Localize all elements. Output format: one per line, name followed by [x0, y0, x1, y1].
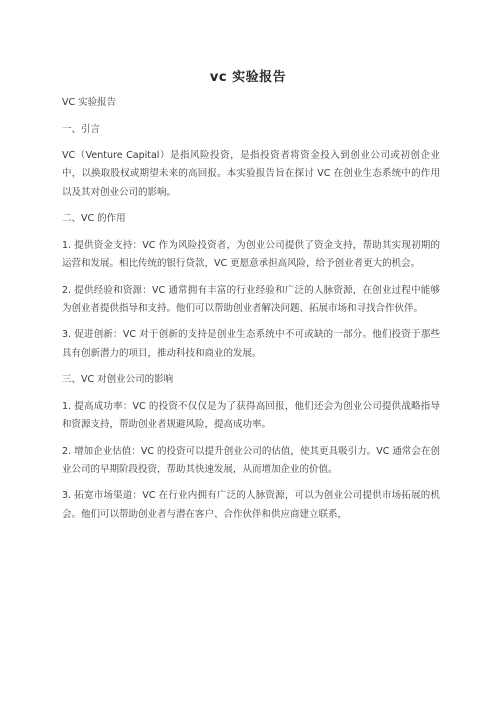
section-heading-vc-impact: 三、VC 对创业公司的影响 — [62, 374, 174, 386]
role-item-funding: 1. 提供资金支持：VC 作为风险投资者，为创业公司提供了资金支持，帮助其实现初期的运营和发展。相比传统的银行贷款，VC 更愿意承担高风险，给予创业者更大的机会。 — [62, 239, 440, 269]
subtitle-line: VC 实验报告 — [62, 97, 117, 108]
impact-item-success-rate: 1. 提高成功率：VC 的投资不仅仅是为了获得高回报，他们还会为创业公司提供战略指导和资源支持，帮助创业者规避风险，提高成功率。 — [62, 400, 440, 430]
role-item-experience: 2. 提供经验和资源：VC 通常拥有丰富的行业经验和广泛的人脉资源，在创业过程中能够为创业者提供指导和支持。他们可以帮助创业者解决问题、拓展市场和寻找合作伙伴。 — [62, 284, 440, 314]
section-heading-introduction: 一、引言 — [62, 123, 101, 135]
impact-item-valuation: 2. 增加企业估值：VC 的投资可以提升创业公司的估值，使其更具吸引力。VC 通常会在创业公司的早期阶段投资，帮助其快速发展，从而增加企业的价值。 — [62, 445, 440, 475]
document-title: vc 实验报告 — [209, 70, 287, 85]
document-body — [62, 94, 440, 532]
role-item-innovation: 3. 促进创新：VC 对于创新的支持是创业生态系统中不可或缺的一部分。他们投资于那些具有创新潜力的项目，推动科技和商业的发展。 — [62, 329, 440, 359]
intro-paragraph: VC（Venture Capital）是指风险投资，是指投资者将资金投入到创业公司或初创企业中，以换取股权或期望未来的高回报。本实验报告旨在探讨 VC 在创业生态系统中的作用以及其对创业公司的影响。 — [62, 150, 440, 198]
section-heading-vc-role: 二、VC 的作用 — [62, 213, 126, 225]
impact-item-market-channels: 3. 拓宽市场渠道：VC 在行业内拥有广泛的人脉资源，可以为创业公司提供市场拓展的机会。他们可以帮助创业者与潜在客户、合作伙伴和供应商建立联系， — [62, 490, 440, 520]
